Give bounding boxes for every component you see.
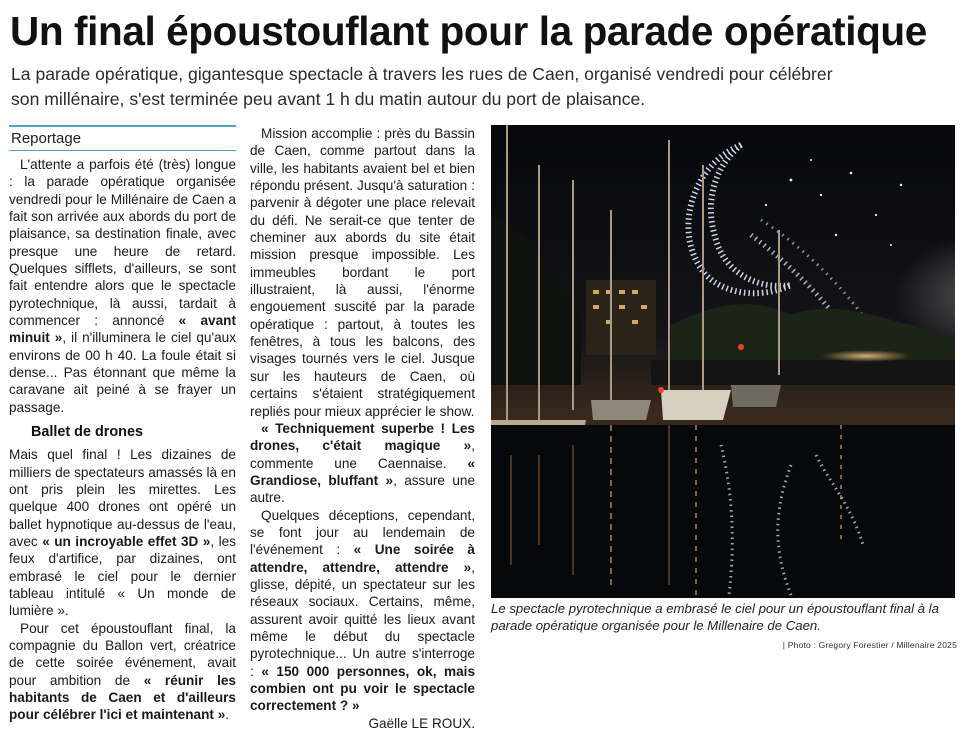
quote: « un incroyable effet 3D » bbox=[42, 533, 211, 549]
text-run: , il n'illuminera le ciel qu'aux environs de 00 h 40. La foule était si dense... Pas étonnant que même la caravane ait peiné à se frayer un passage. bbox=[9, 330, 236, 415]
article-column-2 bbox=[250, 125, 475, 732]
paragraph bbox=[9, 620, 236, 724]
quote: « 150 000 personnes, ok, mais combien ont pu voir le spectacle correctement ? » bbox=[250, 663, 476, 714]
quote: « avant minuit » bbox=[9, 313, 236, 346]
paragraph bbox=[9, 446, 236, 619]
paragraph bbox=[250, 420, 475, 507]
photo-credit: | Photo : Gregory Forestier / Millenaire 2025 bbox=[782, 640, 957, 650]
article-photo bbox=[491, 125, 955, 598]
text-run: Quelques déceptions, cependant, se font jour au lendemain de l'événement : bbox=[250, 507, 475, 558]
headline: Un final époustouflant pour la parade opératique bbox=[10, 8, 927, 54]
text-run: Mais quel final ! Les dizaines de milliers de spectateurs amassés là en ont pris plein les mirettes. Les quelque 400 drones ont opéré un ballet hypnotique au-dessus de l'eau, avec bbox=[9, 447, 236, 549]
text-run: , glisse, dépité, un spectateur sur les réseaux sociaux. Certains, même, assurent avoir quitté les lieux avant même le début du spectacle pyrotechnique... Un autre s'interroge : bbox=[250, 559, 475, 679]
text-run: Pour cet époustouflant final, la compagnie du Ballon vert, créatrice de cette soirée événement, avait pour ambition de bbox=[9, 620, 236, 688]
text-run: , assure une autre. bbox=[250, 472, 476, 506]
text-run: L'attente a parfois été (très) longue : la parade opératique organisée vendredi pour le Millénaire de Caen a fait son arrivée aux abords du port de plaisance, sa destination finale, avec presque une heure de retard. Quelques sifflets, d'ailleurs, se sont fait entendre alors que le spectacle pyrotechnique, là aussi, tardait à commencer : annoncé bbox=[9, 157, 236, 329]
subheading: Ballet de drones bbox=[31, 424, 143, 441]
photo-caption: Le spectacle pyrotechnique a embrasé le ciel pour un époustouflant final à la parade opératique organisée pour le Millenaire de Caen. bbox=[491, 601, 939, 633]
text-run: , commente une Caennaise. bbox=[250, 438, 475, 471]
author-signature: Gaëlle LE ROUX. bbox=[368, 715, 475, 731]
text-run: , les feux d'artifice, par dizaines, ont embrasé le ciel pour le dernier tableau intitulé « Un monde de lumière ». bbox=[9, 533, 236, 619]
quote: « réunir les habitants de Caen et d'ailleurs pour célébrer l'ici et maintenant » bbox=[9, 672, 236, 723]
harbor-fireworks-illustration bbox=[491, 125, 955, 598]
standfirst: La parade opératique, gigantesque spectacle à travers les rues de Caen, organisé vendredi pour célébrer son millénaire, s'est terminée peu avant 1 h du matin autour du port de plaisance. bbox=[11, 64, 833, 109]
article-column-1 bbox=[9, 125, 236, 724]
quote: « Grandiose, bluffant » bbox=[250, 455, 475, 488]
text-run: . bbox=[225, 707, 230, 723]
quote: « Techniquement superbe ! Les drones, c'était magique » bbox=[250, 420, 475, 454]
quote: « Une soirée à attendre, attendre, attendre » bbox=[250, 542, 475, 575]
paragraph bbox=[250, 507, 475, 715]
paragraph: Mission accomplie : près du Bassin de Caen, comme partout dans la ville, les habitants avaient bel et bien répondu présent. Jusqu'à saturation : parvenir à dégoter une place relevait du défi. Ne serait-ce que tenter de cheminer aux abords du site était mission presque impossible. Les immeubles bordant le port illustraient, là aussi, l'énorme engouement suscité par la parade opératique : partout, à toutes les fenêtres, à tous les balcons, des visages tournés vers le ciel. Jusque sur les hauteurs de Caen, où certains s'étaient stratégiquement repliés pour mieux apprécier le show. bbox=[250, 126, 475, 419]
rubric-label: Reportage bbox=[9, 125, 236, 151]
paragraph bbox=[9, 156, 236, 416]
